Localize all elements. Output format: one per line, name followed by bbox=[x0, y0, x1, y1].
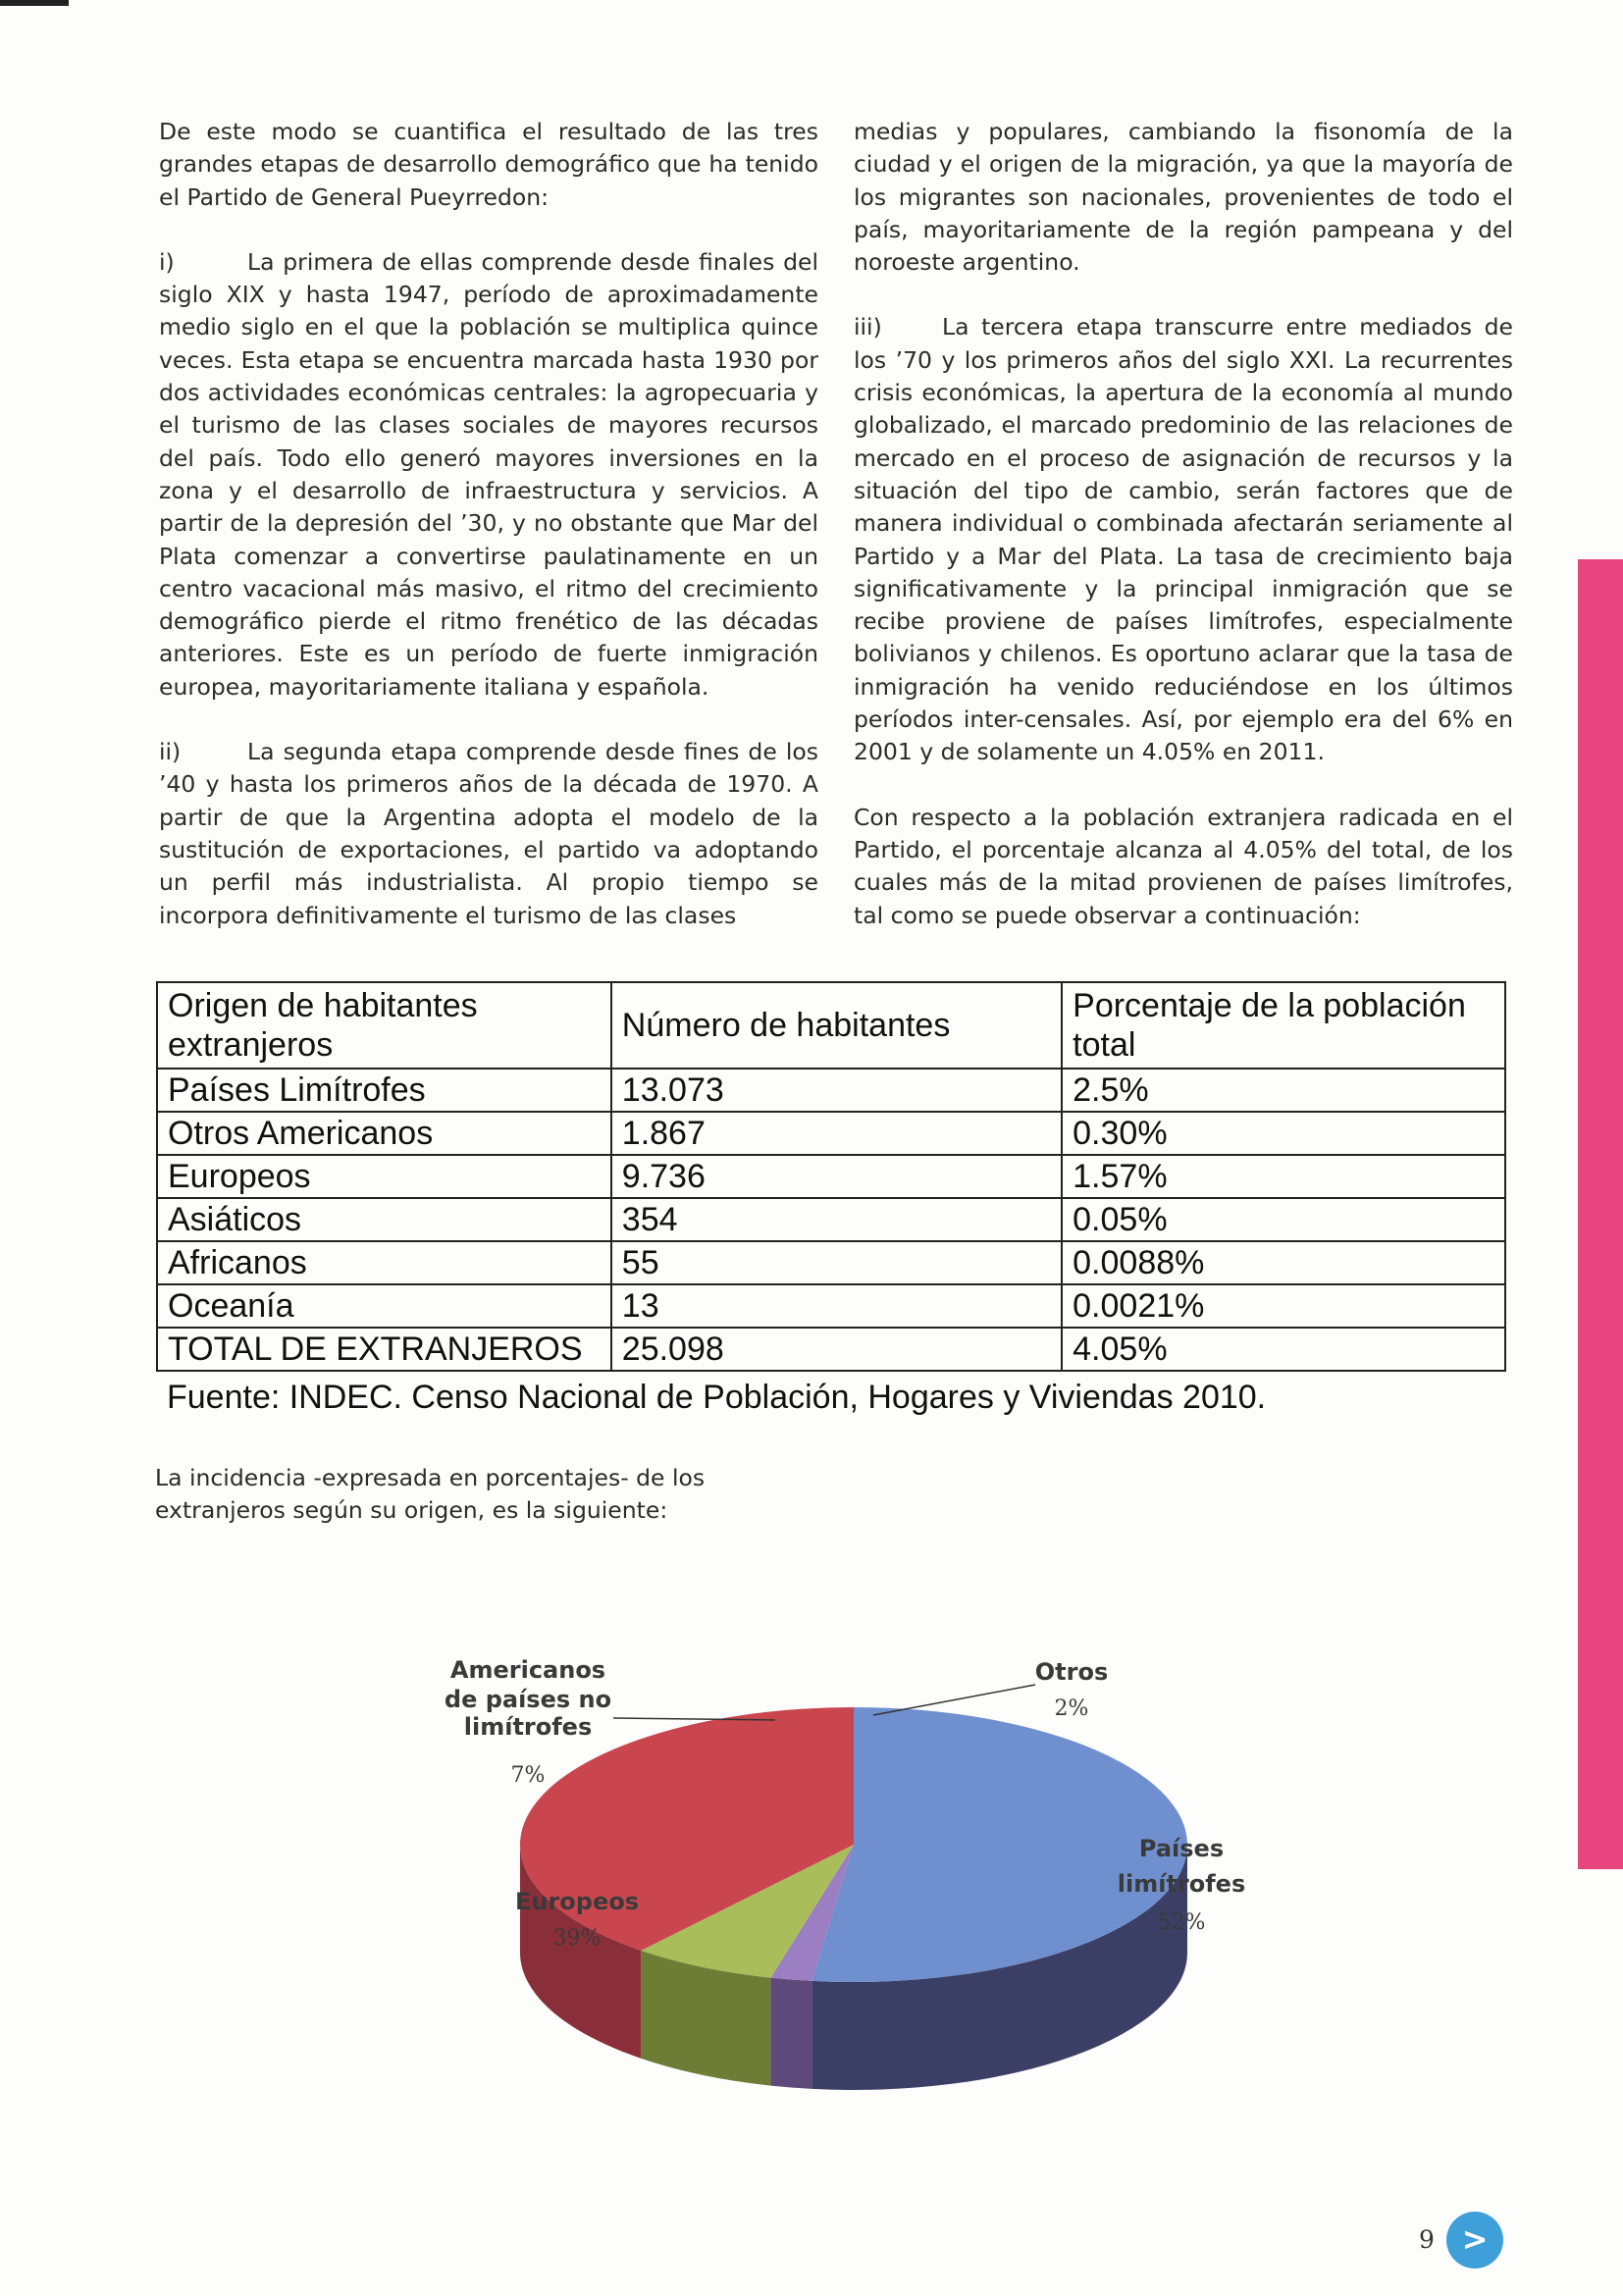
table-cell: 1.867 bbox=[611, 1112, 1062, 1155]
paragraph-intro: De este modo se cuantifica el resultado de las tres grandes etapas de desarrollo demográfico que ha tenido el Partido de General Pueyrredon: bbox=[159, 118, 818, 211]
table-cell: 13 bbox=[611, 1284, 1062, 1328]
table-row bbox=[157, 1328, 1505, 1371]
label-europeos: Europeos bbox=[514, 1888, 640, 1915]
table-cell: 0.05% bbox=[1062, 1198, 1505, 1241]
origin-pie-chart bbox=[412, 1629, 1335, 2178]
table-header-cell: Porcentaje de la población total bbox=[1062, 982, 1505, 1069]
pie-side-3 bbox=[770, 1978, 812, 2089]
left-text-column bbox=[159, 116, 818, 932]
table-cell: 1.57% bbox=[1062, 1155, 1505, 1198]
label-americanos-line3: limítrofes bbox=[463, 1713, 593, 1741]
list-marker: iii) bbox=[854, 313, 882, 341]
accent-side-bar bbox=[1578, 559, 1623, 1869]
page-number: 9 bbox=[1419, 2225, 1435, 2254]
list-marker: ii) bbox=[159, 738, 182, 766]
label-americanos-line2: de países no bbox=[444, 1686, 612, 1713]
table-cell: 25.098 bbox=[611, 1328, 1062, 1371]
table-row bbox=[157, 1241, 1505, 1284]
paragraph-text: La primera de ellas comprende desde finales del siglo XIX y hasta 1947, período de aproximadamente medio siglo en el que la población se multiplica quince veces. Esta etapa se encuentra marcada hasta 1930 por dos actividades económicas centrales: la agropecuaria y el turismo de las clases sociales de mayores recursos del país. Todo ello generó mayores inversiones en la zona y el desarrollo de infraestructura y servicios. A partir de la depresión del ’30, y no obstante que Mar del Plata comenzar a convertirse paulatinamente en un centro vacacional más masivo, el ritmo del crecimiento demográfico pierde el ritmo frenético de las décadas anteriores. Este es un período de fuerte inmigración europea, mayoritariamente italiana y española. bbox=[159, 247, 818, 701]
table-cell: 4.05% bbox=[1062, 1328, 1505, 1371]
table-cell: 0.0088% bbox=[1062, 1241, 1505, 1284]
paragraph-stage-2 bbox=[159, 736, 818, 932]
table-row bbox=[157, 1284, 1505, 1328]
table-cell: 354 bbox=[611, 1198, 1062, 1241]
table-row bbox=[157, 1112, 1505, 1155]
table-source-note: Fuente: INDEC. Censo Nacional de Población, Hogares y Viviendas 2010. bbox=[167, 1379, 1267, 1416]
table-cell: 0.30% bbox=[1062, 1112, 1505, 1155]
table-cell: 9.736 bbox=[611, 1155, 1062, 1198]
table-cell: Africanos bbox=[157, 1241, 611, 1284]
label-americanos-line1: Americanos bbox=[449, 1656, 606, 1684]
paragraph-foreign-population: Con respecto a la población extranjera radicada en el Partido, el porcentaje alcanza al 4.05% del total, de los cuales más de la mitad provienen de países limítrofes, tal como se puede observar a continuación: bbox=[854, 803, 1513, 929]
paragraph-text: La tercera etapa transcurre entre mediados de los ’70 y los primeros años del siglo XXI. La recurrentes crisis económicas, la apertura de la economía al mundo globalizado, el marcado predominio de las relaciones de mercado en el proceso de asignación de recursos y la situación del tipo de cambio, serán factores que de manera individual o combinada afectarán seriamente al Partido y a Mar del Plata. La tasa de crecimiento baja significativamente y la principal inmigración que se recibe proviene de países limítrofes, especialmente bolivianos y chilenos. Es oportuno aclarar que la tasa de inmigración ha venido reduciéndose en los últimos períodos inter-censales. Así, por ejemplo era del 6% en 2001 y de solamente un 4.05% en 2011. bbox=[854, 313, 1513, 766]
label-paises-line1: Países bbox=[1138, 1835, 1225, 1862]
list-marker: i) bbox=[159, 247, 175, 276]
label-otros: Otros bbox=[1034, 1658, 1109, 1686]
value-label-otros: 2% bbox=[1054, 1696, 1089, 1721]
table-header-row bbox=[157, 982, 1505, 1069]
paragraph-stage-3 bbox=[854, 311, 1513, 768]
value-label-americanos: 7% bbox=[510, 1763, 546, 1788]
table-header-cell: Origen de habitantes extranjeros bbox=[157, 982, 611, 1069]
value-label-paises: 52% bbox=[1157, 1910, 1206, 1935]
right-text-column bbox=[854, 116, 1513, 932]
table-cell: TOTAL DE EXTRANJEROS bbox=[157, 1328, 611, 1371]
table-cell: 55 bbox=[611, 1241, 1062, 1284]
paragraph-text: La segunda etapa comprende desde fines de los ’40 y hasta los primeros años de la década de 1970. A partir de que la Argentina adopta el modelo de la sustitución de exportaciones, el partido va adoptando un perfil más industrialista. Al propio tiempo se incorpora definitivamente el turismo de las clases bbox=[159, 738, 818, 929]
table-header-cell: Número de habitantes bbox=[611, 982, 1062, 1069]
table-cell: Asiáticos bbox=[157, 1198, 611, 1241]
table-row bbox=[157, 1198, 1505, 1241]
label-paises-line2: limítrofes bbox=[1117, 1870, 1246, 1898]
table-row bbox=[157, 1155, 1505, 1198]
table-row bbox=[157, 1069, 1505, 1112]
leader-line-otros bbox=[873, 1685, 1035, 1715]
value-label-europeos: 39% bbox=[552, 1926, 602, 1951]
table-cell: 2.5% bbox=[1062, 1069, 1505, 1112]
table-cell: 13.073 bbox=[611, 1069, 1062, 1112]
foreign-population-table bbox=[156, 981, 1506, 1372]
table-cell: Países Limítrofes bbox=[157, 1069, 611, 1112]
chart-intro-text: La incidencia -expresada en porcentajes- de los extranjeros según su origen, es la siguiente: bbox=[155, 1464, 706, 1524]
paragraph-stage-1 bbox=[159, 246, 818, 704]
table-cell: 0.0021% bbox=[1062, 1284, 1505, 1328]
paragraph-continuation: medias y populares, cambiando la fisonomía de la ciudad y el origen de la migración, ya que la mayoría de los migrantes son nacionales, provenientes de todo el país, mayoritariamente de la región pampeana y del noroeste argentino. bbox=[854, 118, 1513, 277]
next-page-button[interactable]: > bbox=[1446, 2212, 1503, 2269]
scan-corner-mark bbox=[0, 0, 69, 6]
table-cell: Otros Americanos bbox=[157, 1112, 611, 1155]
table-cell: Oceanía bbox=[157, 1284, 611, 1328]
table-cell: Europeos bbox=[157, 1155, 611, 1198]
